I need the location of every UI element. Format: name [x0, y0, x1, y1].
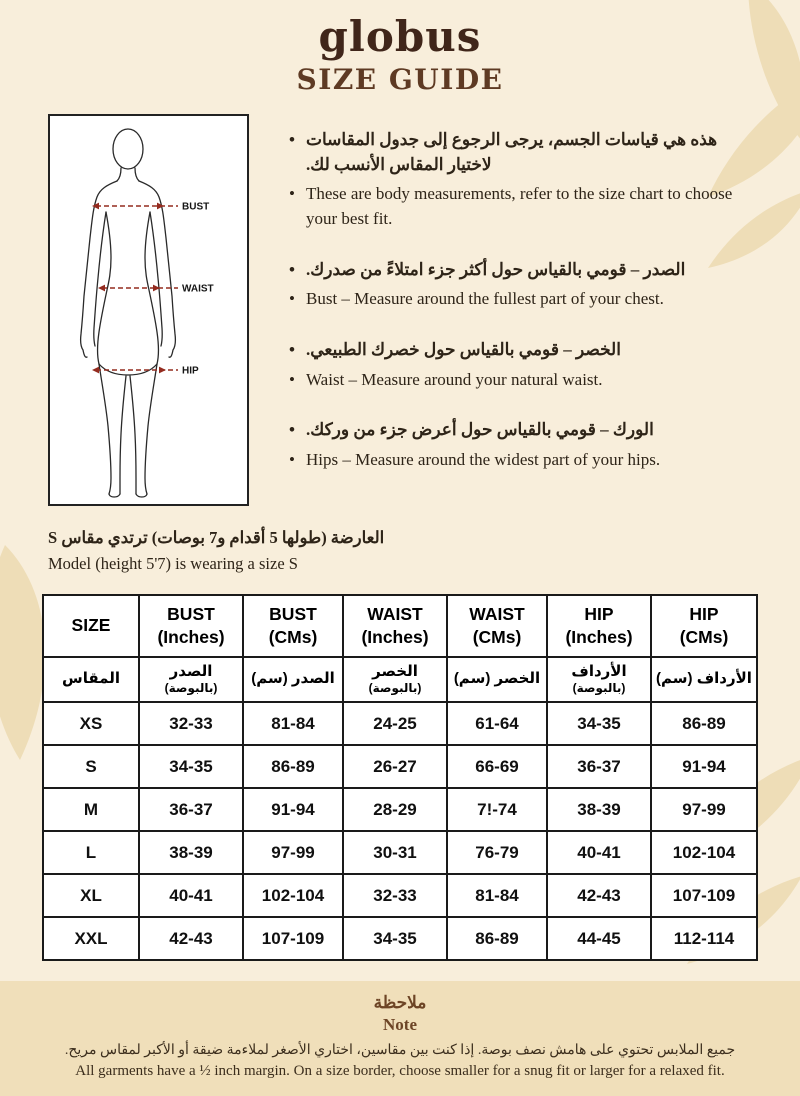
table-cell: 32-33 [343, 874, 447, 917]
body-figure-illustration [50, 116, 247, 504]
note-text-ar: جميع الملابس تحتوي على هامش نصف بوصة. إذا كنت بين مقاسين، اختاري الأصغر لملاءمة ضيقة أو الأكبر لمقاس مريح. [64, 1043, 736, 1058]
table-cell: 76-79 [447, 831, 547, 874]
instruction-body-en: • These are body measurements, refer to the size chart to choose your best fit. [287, 182, 760, 231]
header-line-2: (CMs) [268, 626, 318, 647]
header-waist-cms [447, 595, 547, 657]
table-cell: 86-89 [651, 702, 757, 745]
header-line-1: الخصر (سم) [453, 670, 541, 688]
header-hip-cms-ar [651, 657, 757, 703]
model-note-ar: العارضة (طولها 5 أقدام و7 بوصات) ترتدي مقاس S [48, 528, 385, 548]
table-cell: 91-94 [243, 788, 343, 831]
note-title-ar: ملاحظة [373, 993, 427, 1012]
size-cell: XL [43, 874, 139, 917]
instruction-group-hips [287, 418, 760, 472]
header-line-2: (Inches) [361, 626, 429, 647]
table-cell: 36-37 [547, 745, 651, 788]
table-cell: 34-35 [343, 917, 447, 960]
header-line-1: SIZE [71, 615, 111, 636]
table-row-s [43, 745, 757, 788]
header-size-ar [43, 657, 139, 703]
instruction-hips-ar: • الورك – قومي بالقياس حول أعرض جزء من وركك. [287, 418, 760, 443]
table-cell: 112-114 [651, 917, 757, 960]
table-row-xs [43, 702, 757, 745]
table-cell: 28-29 [343, 788, 447, 831]
size-chart-table [42, 594, 758, 961]
header-line-1: الخصر [372, 662, 418, 680]
table-header-row-ar [43, 657, 757, 703]
table-cell: 30-31 [343, 831, 447, 874]
table-cell: 66-69 [447, 745, 547, 788]
header-line-1: BUST [269, 604, 317, 625]
table-cell: 42-43 [139, 917, 243, 960]
header-waist-inches [343, 595, 447, 657]
header-line-1: BUST [167, 604, 215, 625]
header-line-2: (Inches) [157, 626, 225, 647]
header-waist-cms-ar [447, 657, 547, 703]
note-title-en: Note [383, 1015, 417, 1034]
header-line-1: WAIST [367, 604, 423, 625]
table-cell: 40-41 [139, 874, 243, 917]
table-cell: 61-64 [447, 702, 547, 745]
table-cell: 7!-74 [447, 788, 547, 831]
instruction-waist-ar: • الخصر – قومي بالقياس حول خصرك الطبيعي. [287, 338, 760, 363]
table-cell: 38-39 [139, 831, 243, 874]
table-cell: 102-104 [651, 831, 757, 874]
measurement-guide-section [0, 96, 800, 506]
hip-label: HIP [182, 365, 199, 377]
model-size-note [0, 506, 800, 576]
header-line-1: الأرداف (سم) [656, 670, 752, 688]
table-cell: 107-109 [651, 874, 757, 917]
instruction-group-bust [287, 258, 760, 312]
instruction-group-body [287, 128, 760, 232]
table-cell: 97-99 [651, 788, 757, 831]
header-line-2: (بالبوصة) [164, 681, 218, 696]
table-cell: 44-45 [547, 917, 651, 960]
table-cell: 102-104 [243, 874, 343, 917]
size-cell: XXL [43, 917, 139, 960]
bust-label: BUST [182, 201, 210, 213]
note-section [0, 981, 800, 1096]
page-header [0, 0, 800, 96]
table-row-l [43, 831, 757, 874]
size-cell: S [43, 745, 139, 788]
table-cell: 86-89 [243, 745, 343, 788]
measurement-instructions [287, 114, 760, 498]
page-title: SIZE GUIDE [296, 63, 504, 97]
header-line-2: (CMs) [679, 626, 729, 647]
header-line-1: الأرداف [571, 662, 627, 680]
instruction-bust-ar: • الصدر – قومي بالقياس حول أكثر جزء امتلاءً من صدرك. [287, 258, 760, 283]
table-cell: 81-84 [243, 702, 343, 745]
table-header-row-en [43, 595, 757, 657]
header-line-2: (Inches) [565, 626, 633, 647]
header-hip-cms [651, 595, 757, 657]
table-cell: 32-33 [139, 702, 243, 745]
instruction-waist-en: • Waist – Measure around your natural waist. [287, 368, 760, 393]
table-cell: 24-25 [343, 702, 447, 745]
note-text-en: All garments have a ½ inch margin. On a size border, choose smaller for a snug fit or larger for a relaxed fit. [75, 1063, 725, 1079]
table-row-xxl [43, 917, 757, 960]
table-row-m [43, 788, 757, 831]
header-line-2: (بالبوصة) [572, 681, 626, 696]
size-cell: L [43, 831, 139, 874]
header-line-1: HIP [584, 604, 614, 625]
body-measurement-diagram [48, 114, 249, 506]
header-line-1: HIP [689, 604, 719, 625]
header-line-2: (CMs) [472, 626, 522, 647]
table-cell: 91-94 [651, 745, 757, 788]
header-line-1: WAIST [469, 604, 525, 625]
header-bust-inches-ar [139, 657, 243, 703]
table-cell: 107-109 [243, 917, 343, 960]
instruction-body-ar: • هذه هي قياسات الجسم، يرجى الرجوع إلى جدول المقاسات لاختيار المقاس الأنسب لك. [287, 128, 760, 177]
header-line-1: الصدر (سم) [251, 670, 335, 688]
header-bust-cms-ar [243, 657, 343, 703]
table-cell: 36-37 [139, 788, 243, 831]
header-size [43, 595, 139, 657]
header-line-1: المقاس [62, 670, 120, 688]
table-cell: 86-89 [447, 917, 547, 960]
header-bust-inches [139, 595, 243, 657]
header-hip-inches-ar [547, 657, 651, 703]
header-line-2: (بالبوصة) [368, 681, 422, 696]
instruction-bust-en: • Bust – Measure around the fullest part of your chest. [287, 287, 760, 312]
table-cell: 26-27 [343, 745, 447, 788]
size-cell: M [43, 788, 139, 831]
table-cell: 34-35 [139, 745, 243, 788]
brand-logo: globus [318, 12, 482, 61]
table-cell: 38-39 [547, 788, 651, 831]
model-note-en: Model (height 5'7) is wearing a size S [48, 554, 298, 574]
table-cell: 97-99 [243, 831, 343, 874]
table-cell: 81-84 [447, 874, 547, 917]
waist-label: WAIST [182, 283, 214, 295]
table-cell: 42-43 [547, 874, 651, 917]
table-cell: 34-35 [547, 702, 651, 745]
header-waist-inches-ar [343, 657, 447, 703]
header-line-1: الصدر [169, 662, 213, 680]
table-row-xl [43, 874, 757, 917]
header-bust-cms [243, 595, 343, 657]
size-cell: XS [43, 702, 139, 745]
instruction-group-waist [287, 338, 760, 392]
header-hip-inches [547, 595, 651, 657]
table-cell: 40-41 [547, 831, 651, 874]
instruction-hips-en: • Hips – Measure around the widest part of your hips. [287, 448, 760, 473]
